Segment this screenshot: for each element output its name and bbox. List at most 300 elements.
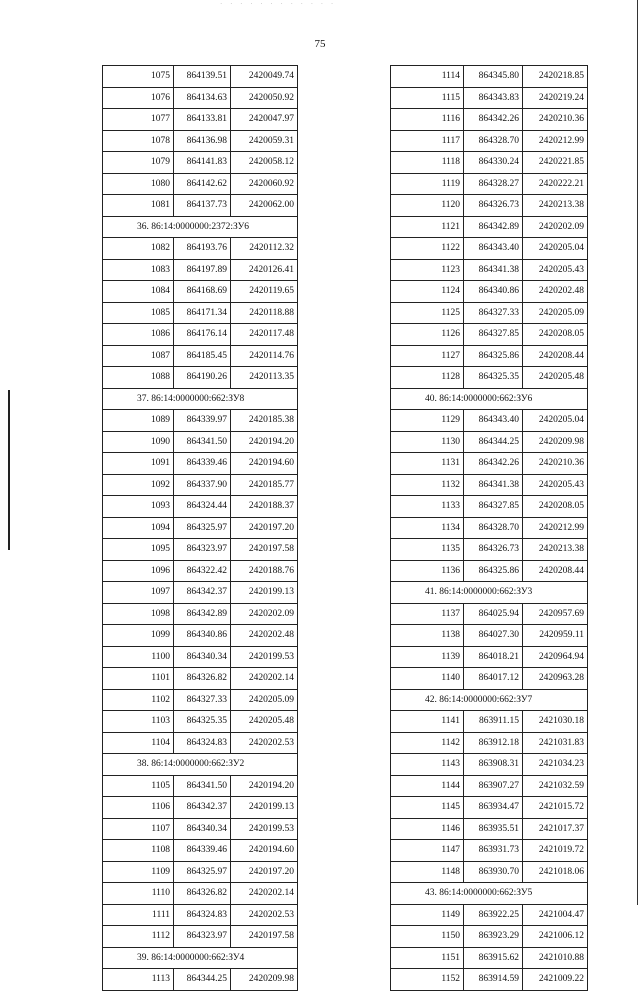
x-coordinate-cell: 864137.73 [174, 195, 231, 217]
table-row [391, 216, 588, 238]
point-number-cell: 1128 [391, 367, 464, 389]
y-coordinate-cell: 2420059.31 [231, 130, 298, 152]
y-coordinate-cell: 2420199.53 [231, 818, 298, 840]
y-coordinate-cell: 2420205.43 [523, 474, 588, 496]
y-coordinate-cell: 2420202.14 [231, 883, 298, 905]
point-number-cell: 1100 [103, 646, 174, 668]
point-number-cell: 1098 [103, 603, 174, 625]
point-number-cell: 1121 [391, 216, 464, 238]
point-number-cell: 1083 [103, 259, 174, 281]
table-row [391, 345, 588, 367]
x-coordinate-cell: 864342.37 [174, 582, 231, 604]
point-number-cell: 1123 [391, 259, 464, 281]
point-number-cell: 1144 [391, 775, 464, 797]
y-coordinate-cell: 2420114.76 [231, 345, 298, 367]
y-coordinate-cell: 2420213.38 [523, 195, 588, 217]
table-row [391, 539, 588, 561]
y-coordinate-cell: 2420188.76 [231, 560, 298, 582]
x-coordinate-cell: 864337.90 [174, 474, 231, 496]
section-title: 42. 86:14:0000000:662:ЗУ7 [391, 689, 588, 711]
table-row [103, 797, 298, 819]
point-number-cell: 1131 [391, 453, 464, 475]
y-coordinate-cell: 2420047.97 [231, 109, 298, 131]
table-row [391, 238, 588, 260]
point-number-cell: 1119 [391, 173, 464, 195]
section-title: 36. 86:14:0000000:2372:ЗУ6 [103, 216, 298, 238]
x-coordinate-cell: 864341.38 [464, 474, 523, 496]
x-coordinate-cell: 864327.85 [464, 496, 523, 518]
section-header-row [391, 582, 588, 604]
table-row [391, 904, 588, 926]
table-row [391, 603, 588, 625]
point-number-cell: 1104 [103, 732, 174, 754]
x-coordinate-cell: 864343.40 [464, 410, 523, 432]
section-header-row [103, 947, 298, 969]
point-number-cell: 1095 [103, 539, 174, 561]
y-coordinate-cell: 2421004.47 [523, 904, 588, 926]
point-number-cell: 1149 [391, 904, 464, 926]
y-coordinate-cell: 2420197.58 [231, 926, 298, 948]
table-row [391, 195, 588, 217]
table-row [103, 625, 298, 647]
page-number: 75 [314, 38, 326, 50]
y-coordinate-cell: 2420209.98 [231, 969, 298, 991]
table-row [391, 775, 588, 797]
x-coordinate-cell: 864340.34 [174, 646, 231, 668]
point-number-cell: 1090 [103, 431, 174, 453]
point-number-cell: 1102 [103, 689, 174, 711]
y-coordinate-cell: 2420197.20 [231, 861, 298, 883]
table-row [391, 732, 588, 754]
table-row [103, 732, 298, 754]
point-number-cell: 1115 [391, 87, 464, 109]
x-coordinate-cell: 864327.33 [464, 302, 523, 324]
x-coordinate-cell: 864190.26 [174, 367, 231, 389]
point-number-cell: 1094 [103, 517, 174, 539]
scan-artifact: · · · · · · · · · · · · [220, 0, 337, 8]
x-coordinate-cell: 863914.59 [464, 969, 523, 991]
table-row [103, 926, 298, 948]
point-number-cell: 1086 [103, 324, 174, 346]
page-edge [637, 0, 638, 905]
y-coordinate-cell: 2420197.20 [231, 517, 298, 539]
point-number-cell: 1137 [391, 603, 464, 625]
x-coordinate-cell: 864325.35 [174, 711, 231, 733]
x-coordinate-cell: 864027.30 [464, 625, 523, 647]
table-row [103, 818, 298, 840]
x-coordinate-cell: 864339.46 [174, 840, 231, 862]
section-title: 37. 86:14:0000000:662:ЗУ8 [103, 388, 298, 410]
x-coordinate-cell: 864326.73 [464, 195, 523, 217]
table-row [103, 109, 298, 131]
point-number-cell: 1139 [391, 646, 464, 668]
table-row [391, 517, 588, 539]
y-coordinate-cell: 2421019.72 [523, 840, 588, 862]
x-coordinate-cell: 864343.40 [464, 238, 523, 260]
y-coordinate-cell: 2420208.44 [523, 345, 588, 367]
x-coordinate-cell: 864133.81 [174, 109, 231, 131]
point-number-cell: 1079 [103, 152, 174, 174]
table-row [391, 173, 588, 195]
point-number-cell: 1087 [103, 345, 174, 367]
table-row [391, 926, 588, 948]
y-coordinate-cell: 2420208.44 [523, 560, 588, 582]
table-row [103, 410, 298, 432]
table-row [391, 711, 588, 733]
x-coordinate-cell: 864342.26 [464, 109, 523, 131]
x-coordinate-cell: 863915.62 [464, 947, 523, 969]
point-number-cell: 1076 [103, 87, 174, 109]
y-coordinate-cell: 2420218.85 [523, 66, 588, 88]
point-number-cell: 1126 [391, 324, 464, 346]
y-coordinate-cell: 2420212.99 [523, 130, 588, 152]
table-row [391, 861, 588, 883]
table-row [391, 818, 588, 840]
x-coordinate-cell: 864193.76 [174, 238, 231, 260]
y-coordinate-cell: 2420202.09 [231, 603, 298, 625]
section-title: 43. 86:14:0000000:662:ЗУ5 [391, 883, 588, 905]
table-row [391, 797, 588, 819]
y-coordinate-cell: 2421032.59 [523, 775, 588, 797]
y-coordinate-cell: 2420957.69 [523, 603, 588, 625]
x-coordinate-cell: 863912.18 [464, 732, 523, 754]
y-coordinate-cell: 2420205.09 [523, 302, 588, 324]
point-number-cell: 1111 [103, 904, 174, 926]
table-row [103, 603, 298, 625]
point-number-cell: 1114 [391, 66, 464, 88]
section-title: 38. 86:14:0000000:662:ЗУ2 [103, 754, 298, 776]
x-coordinate-cell: 864185.45 [174, 345, 231, 367]
table-row [391, 496, 588, 518]
x-coordinate-cell: 864327.33 [174, 689, 231, 711]
y-coordinate-cell: 2420202.53 [231, 904, 298, 926]
section-title: 40. 86:14:0000000:662:ЗУ6 [391, 388, 588, 410]
y-coordinate-cell: 2421030.18 [523, 711, 588, 733]
table-row [103, 281, 298, 303]
y-coordinate-cell: 2420209.98 [523, 431, 588, 453]
point-number-cell: 1101 [103, 668, 174, 690]
point-number-cell: 1124 [391, 281, 464, 303]
point-number-cell: 1118 [391, 152, 464, 174]
section-title: 39. 86:14:0000000:662:ЗУ4 [103, 947, 298, 969]
x-coordinate-cell: 864325.86 [464, 560, 523, 582]
table-row [391, 367, 588, 389]
point-number-cell: 1117 [391, 130, 464, 152]
point-number-cell: 1099 [103, 625, 174, 647]
x-coordinate-cell: 864342.89 [464, 216, 523, 238]
x-coordinate-cell: 863931.73 [464, 840, 523, 862]
y-coordinate-cell: 2420113.35 [231, 367, 298, 389]
point-number-cell: 1147 [391, 840, 464, 862]
table-row [391, 431, 588, 453]
y-coordinate-cell: 2421018.06 [523, 861, 588, 883]
point-number-cell: 1085 [103, 302, 174, 324]
x-coordinate-cell: 864340.34 [174, 818, 231, 840]
y-coordinate-cell: 2420205.48 [231, 711, 298, 733]
point-number-cell: 1145 [391, 797, 464, 819]
y-coordinate-cell: 2421015.72 [523, 797, 588, 819]
y-coordinate-cell: 2420058.12 [231, 152, 298, 174]
coordinates-table-right [390, 65, 588, 991]
x-coordinate-cell: 864327.85 [464, 324, 523, 346]
table-row [103, 689, 298, 711]
y-coordinate-cell: 2420963.28 [523, 668, 588, 690]
x-coordinate-cell: 864017.12 [464, 668, 523, 690]
table-row [103, 582, 298, 604]
table-row [391, 324, 588, 346]
x-coordinate-cell: 863908.31 [464, 754, 523, 776]
y-coordinate-cell: 2420202.53 [231, 732, 298, 754]
y-coordinate-cell: 2420199.53 [231, 646, 298, 668]
x-coordinate-cell: 864142.62 [174, 173, 231, 195]
y-coordinate-cell: 2420060.92 [231, 173, 298, 195]
point-number-cell: 1089 [103, 410, 174, 432]
point-number-cell: 1113 [103, 969, 174, 991]
table-row [103, 969, 298, 991]
x-coordinate-cell: 864322.42 [174, 560, 231, 582]
table-row [103, 474, 298, 496]
x-coordinate-cell: 864342.37 [174, 797, 231, 819]
table-row [103, 367, 298, 389]
table-row [103, 238, 298, 260]
x-coordinate-cell: 863911.15 [464, 711, 523, 733]
margin-mark [8, 390, 10, 550]
table-row [103, 861, 298, 883]
x-coordinate-cell: 864025.94 [464, 603, 523, 625]
table-row [103, 324, 298, 346]
y-coordinate-cell: 2420212.99 [523, 517, 588, 539]
point-number-cell: 1088 [103, 367, 174, 389]
table-row [391, 109, 588, 131]
y-coordinate-cell: 2420221.85 [523, 152, 588, 174]
y-coordinate-cell: 2420202.14 [231, 668, 298, 690]
table-row [103, 173, 298, 195]
x-coordinate-cell: 864197.89 [174, 259, 231, 281]
point-number-cell: 1127 [391, 345, 464, 367]
y-coordinate-cell: 2420202.48 [231, 625, 298, 647]
point-number-cell: 1135 [391, 539, 464, 561]
table-row [391, 646, 588, 668]
point-number-cell: 1081 [103, 195, 174, 217]
x-coordinate-cell: 863922.25 [464, 904, 523, 926]
y-coordinate-cell: 2420222.21 [523, 173, 588, 195]
point-number-cell: 1125 [391, 302, 464, 324]
table-row [103, 560, 298, 582]
x-coordinate-cell: 863930.70 [464, 861, 523, 883]
x-coordinate-cell: 864325.35 [464, 367, 523, 389]
y-coordinate-cell: 2420205.04 [523, 410, 588, 432]
y-coordinate-cell: 2420205.09 [231, 689, 298, 711]
y-coordinate-cell: 2420188.37 [231, 496, 298, 518]
y-coordinate-cell: 2421017.37 [523, 818, 588, 840]
y-coordinate-cell: 2421034.23 [523, 754, 588, 776]
y-coordinate-cell: 2420049.74 [231, 66, 298, 88]
y-coordinate-cell: 2420194.20 [231, 775, 298, 797]
table-row [103, 840, 298, 862]
point-number-cell: 1141 [391, 711, 464, 733]
table-row [103, 668, 298, 690]
x-coordinate-cell: 863934.47 [464, 797, 523, 819]
x-coordinate-cell: 864139.51 [174, 66, 231, 88]
y-coordinate-cell: 2420199.13 [231, 582, 298, 604]
x-coordinate-cell: 864141.83 [174, 152, 231, 174]
y-coordinate-cell: 2420126.41 [231, 259, 298, 281]
table-row [103, 302, 298, 324]
table-row [103, 496, 298, 518]
y-coordinate-cell: 2420964.94 [523, 646, 588, 668]
x-coordinate-cell: 864136.98 [174, 130, 231, 152]
table-row [103, 904, 298, 926]
section-header-row [391, 689, 588, 711]
x-coordinate-cell: 864326.82 [174, 668, 231, 690]
table-row [103, 711, 298, 733]
table-row [391, 560, 588, 582]
point-number-cell: 1116 [391, 109, 464, 131]
y-coordinate-cell: 2420205.43 [523, 259, 588, 281]
point-number-cell: 1107 [103, 818, 174, 840]
x-coordinate-cell: 864344.25 [464, 431, 523, 453]
point-number-cell: 1130 [391, 431, 464, 453]
x-coordinate-cell: 864324.44 [174, 496, 231, 518]
y-coordinate-cell: 2420202.09 [523, 216, 588, 238]
table-row [103, 883, 298, 905]
point-number-cell: 1093 [103, 496, 174, 518]
point-number-cell: 1078 [103, 130, 174, 152]
y-coordinate-cell: 2420194.60 [231, 840, 298, 862]
y-coordinate-cell: 2420205.48 [523, 367, 588, 389]
section-header-row [103, 216, 298, 238]
x-coordinate-cell: 864344.25 [174, 969, 231, 991]
table-row [103, 87, 298, 109]
x-coordinate-cell: 864345.80 [464, 66, 523, 88]
y-coordinate-cell: 2421009.22 [523, 969, 588, 991]
table-row [103, 453, 298, 475]
table-row [391, 259, 588, 281]
y-coordinate-cell: 2421031.83 [523, 732, 588, 754]
y-coordinate-cell: 2420208.05 [523, 496, 588, 518]
point-number-cell: 1132 [391, 474, 464, 496]
x-coordinate-cell: 864176.14 [174, 324, 231, 346]
x-coordinate-cell: 864325.97 [174, 517, 231, 539]
coordinates-table-left-body [103, 66, 298, 991]
table-row [391, 281, 588, 303]
point-number-cell: 1077 [103, 109, 174, 131]
point-number-cell: 1148 [391, 861, 464, 883]
point-number-cell: 1110 [103, 883, 174, 905]
x-coordinate-cell: 863907.27 [464, 775, 523, 797]
table-row [391, 66, 588, 88]
x-coordinate-cell: 864326.82 [174, 883, 231, 905]
point-number-cell: 1120 [391, 195, 464, 217]
y-coordinate-cell: 2420185.38 [231, 410, 298, 432]
section-title: 41. 86:14:0000000:662:ЗУ3 [391, 582, 588, 604]
x-coordinate-cell: 864018.21 [464, 646, 523, 668]
table-row [391, 87, 588, 109]
point-number-cell: 1097 [103, 582, 174, 604]
x-coordinate-cell: 864328.70 [464, 517, 523, 539]
point-number-cell: 1084 [103, 281, 174, 303]
point-number-cell: 1133 [391, 496, 464, 518]
table-row [103, 431, 298, 453]
table-row [391, 410, 588, 432]
point-number-cell: 1142 [391, 732, 464, 754]
x-coordinate-cell: 864168.69 [174, 281, 231, 303]
point-number-cell: 1152 [391, 969, 464, 991]
y-coordinate-cell: 2420112.32 [231, 238, 298, 260]
point-number-cell: 1108 [103, 840, 174, 862]
coordinates-table-right-body [391, 66, 588, 991]
point-number-cell: 1096 [103, 560, 174, 582]
y-coordinate-cell: 2420213.38 [523, 539, 588, 561]
x-coordinate-cell: 864171.34 [174, 302, 231, 324]
table-row [391, 152, 588, 174]
table-row [103, 646, 298, 668]
point-number-cell: 1140 [391, 668, 464, 690]
section-header-row [103, 388, 298, 410]
x-coordinate-cell: 864325.86 [464, 345, 523, 367]
section-header-row [391, 883, 588, 905]
x-coordinate-cell: 864343.83 [464, 87, 523, 109]
point-number-cell: 1150 [391, 926, 464, 948]
table-row [391, 840, 588, 862]
point-number-cell: 1106 [103, 797, 174, 819]
x-coordinate-cell: 864342.89 [174, 603, 231, 625]
table-row [391, 969, 588, 991]
x-coordinate-cell: 864330.24 [464, 152, 523, 174]
table-row [103, 152, 298, 174]
y-coordinate-cell: 2420118.88 [231, 302, 298, 324]
x-coordinate-cell: 864340.86 [174, 625, 231, 647]
table-row [103, 259, 298, 281]
section-header-row [103, 754, 298, 776]
x-coordinate-cell: 864326.73 [464, 539, 523, 561]
table-row [103, 517, 298, 539]
y-coordinate-cell: 2420194.60 [231, 453, 298, 475]
point-number-cell: 1129 [391, 410, 464, 432]
table-row [391, 302, 588, 324]
x-coordinate-cell: 864323.97 [174, 926, 231, 948]
point-number-cell: 1091 [103, 453, 174, 475]
y-coordinate-cell: 2420210.36 [523, 109, 588, 131]
y-coordinate-cell: 2420208.05 [523, 324, 588, 346]
table-row [391, 754, 588, 776]
y-coordinate-cell: 2420205.04 [523, 238, 588, 260]
point-number-cell: 1134 [391, 517, 464, 539]
point-number-cell: 1146 [391, 818, 464, 840]
x-coordinate-cell: 864339.97 [174, 410, 231, 432]
x-coordinate-cell: 864342.26 [464, 453, 523, 475]
y-coordinate-cell: 2420202.48 [523, 281, 588, 303]
point-number-cell: 1092 [103, 474, 174, 496]
table-row [391, 474, 588, 496]
table-row [103, 539, 298, 561]
point-number-cell: 1122 [391, 238, 464, 260]
y-coordinate-cell: 2420185.77 [231, 474, 298, 496]
x-coordinate-cell: 864324.83 [174, 732, 231, 754]
table-row [103, 130, 298, 152]
point-number-cell: 1080 [103, 173, 174, 195]
point-number-cell: 1082 [103, 238, 174, 260]
point-number-cell: 1136 [391, 560, 464, 582]
y-coordinate-cell: 2420959.11 [523, 625, 588, 647]
y-coordinate-cell: 2420117.48 [231, 324, 298, 346]
coordinates-table-left [102, 65, 298, 991]
x-coordinate-cell: 864328.70 [464, 130, 523, 152]
table-row [103, 775, 298, 797]
x-coordinate-cell: 864328.27 [464, 173, 523, 195]
point-number-cell: 1112 [103, 926, 174, 948]
x-coordinate-cell: 863935.51 [464, 818, 523, 840]
